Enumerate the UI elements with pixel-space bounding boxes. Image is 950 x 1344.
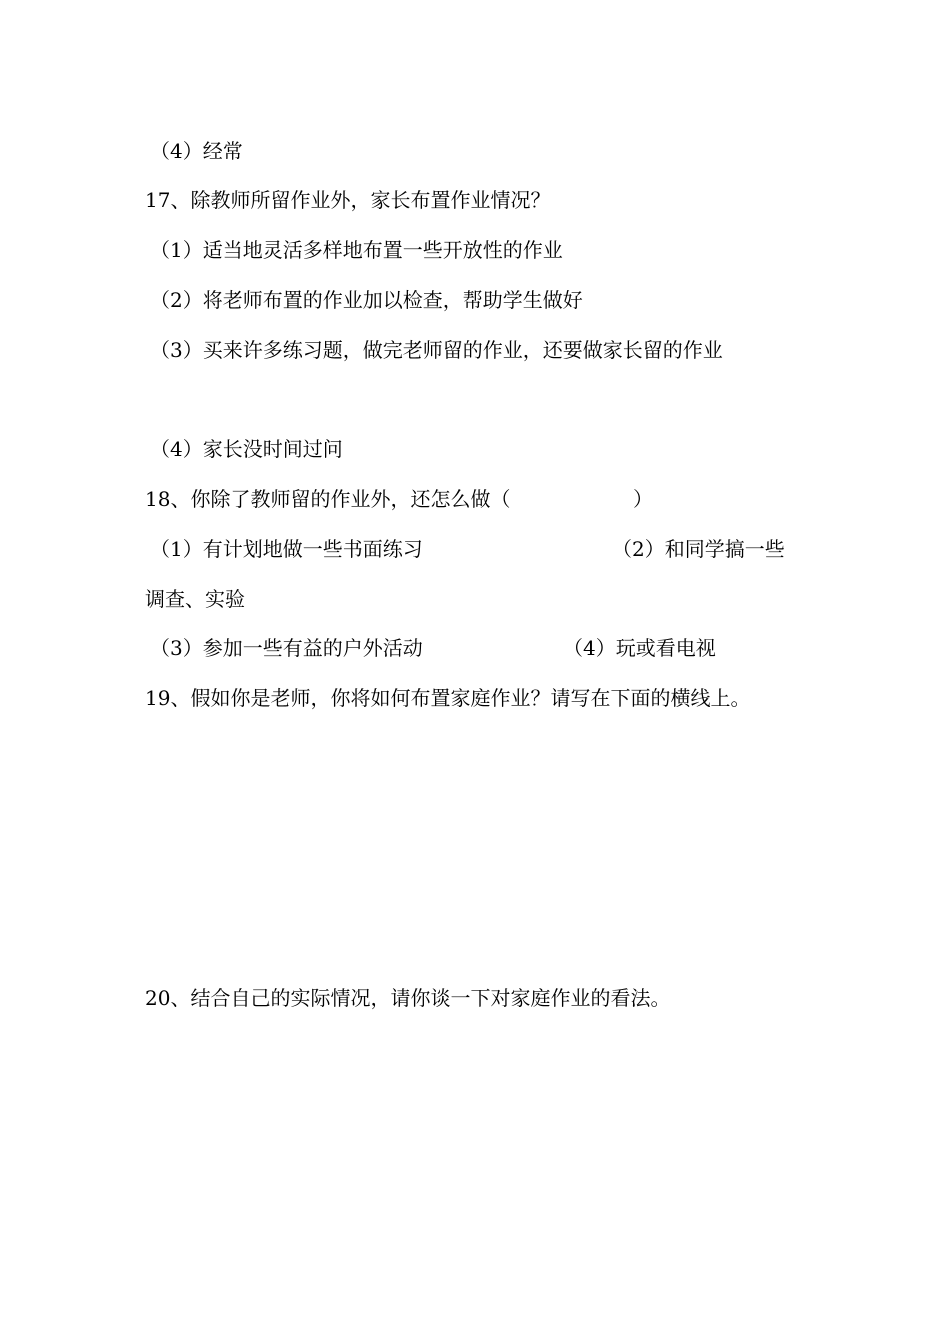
q18-option-2: （2）和同学搞一些: [612, 537, 785, 561]
q19-question: 19、假如你是老师，你将如何布置家庭作业？请写在下面的横线上。: [145, 686, 751, 710]
q17-option-4: （4）家长没时间过问: [150, 437, 343, 461]
q18-option-2-continued: 调查、实验: [145, 587, 245, 611]
q17-option-2: （2）将老师布置的作业加以检查，帮助学生做好: [150, 288, 583, 312]
q18-question-text: 18、你除了教师留的作业外，还怎么做（: [145, 487, 511, 511]
q17-option-3: （3）买来许多练习题，做完老师留的作业，还要做家长留的作业: [150, 338, 723, 362]
q18-question-close: ）: [633, 487, 653, 511]
q18-option-4: （4）玩或看电视: [563, 636, 716, 660]
q18-option-1: （1）有计划地做一些书面练习: [150, 537, 423, 561]
q16-option-4: （4）经常: [150, 139, 243, 163]
q18-question: [145, 486, 510, 512]
q20-question: 20、结合自己的实际情况，请你谈一下对家庭作业的看法。: [145, 986, 671, 1010]
q18-option-3: （3）参加一些有益的户外活动: [150, 636, 423, 660]
q17-option-1: （1）适当地灵活多样地布置一些开放性的作业: [150, 238, 563, 262]
q17-question: 17、除教师所留作业外，家长布置作业情况？: [145, 188, 551, 212]
